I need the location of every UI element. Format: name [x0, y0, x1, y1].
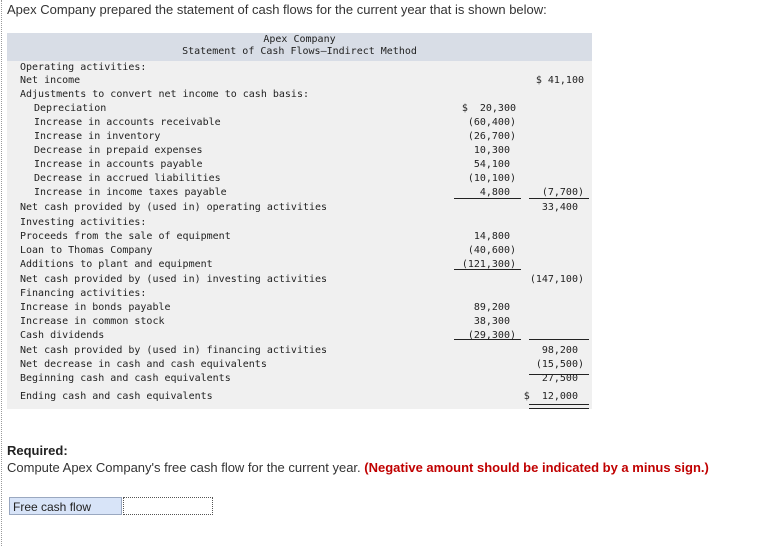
statement-row [7, 358, 592, 372]
row-label: Net decrease in cash and cash equivalents [20, 359, 267, 370]
row-label: Investing activities: [20, 217, 147, 228]
row-label: Beginning cash and cash equivalents [20, 373, 231, 384]
row-amount-detail: $ 20,300 [461, 103, 516, 114]
row-amount-total: (15,500) [535, 359, 584, 370]
row-label: Proceeds from the sale of equipment [20, 231, 231, 242]
row-amount-detail: (121,300) [461, 259, 516, 270]
statement-row [7, 216, 592, 230]
statement-row [7, 301, 592, 315]
row-label: Increase in income taxes payable [34, 187, 227, 198]
row-label: Net cash provided by (used in) investing activities [20, 274, 328, 285]
row-amount-detail: (29,300) [467, 330, 516, 341]
statement-row [7, 287, 592, 301]
statement-row [7, 230, 592, 244]
statement-row [7, 102, 592, 116]
statement-row [7, 172, 592, 186]
statement-row [7, 74, 592, 88]
row-amount-detail: 14,800 [473, 231, 516, 242]
row-label: Net income [20, 75, 81, 86]
row-label: Net cash provided by (used in) operating activities [20, 202, 328, 213]
row-label: Increase in inventory [34, 131, 161, 142]
statement-row [7, 88, 592, 102]
row-label: Operating activities: [20, 62, 147, 73]
row-amount-detail: 38,300 [473, 316, 516, 327]
statement-row [7, 244, 592, 258]
row-label: Depreciation [34, 103, 107, 114]
underline-adjustments [454, 198, 521, 199]
row-amount-detail: 54,100 [473, 159, 516, 170]
statement-row [7, 390, 592, 404]
instruction-note: (Negative amount should be indicated by a minus sign.) [364, 460, 709, 475]
statement-row [7, 344, 592, 358]
statement-row [7, 158, 592, 172]
statement-row [7, 315, 592, 329]
required-heading: Required: [7, 443, 68, 458]
row-label: Adjustments to convert net income to cash basis: [20, 89, 309, 100]
row-amount-total: 98,200 [541, 345, 584, 356]
row-label: Cash dividends [20, 330, 105, 341]
row-label: Decrease in accrued liabilities [34, 173, 221, 184]
statement-row [7, 329, 592, 343]
row-amount-detail: 4,800 [479, 187, 516, 198]
statement-row [7, 116, 592, 130]
row-label: Increase in accounts payable [34, 159, 203, 170]
row-amount-detail: (26,700) [467, 131, 516, 142]
row-label: Increase in bonds payable [20, 302, 171, 313]
company-name: Apex Company [263, 34, 336, 45]
instruction-text [7, 460, 709, 475]
free-cash-flow-input[interactable] [123, 497, 213, 515]
underline-investing [454, 269, 521, 270]
left-border-line [1, 0, 2, 546]
row-label: Ending cash and cash equivalents [20, 391, 213, 402]
statement-row [7, 372, 592, 386]
free-cash-flow-label: Free cash flow [9, 497, 122, 515]
row-amount-detail: 10,300 [473, 145, 516, 156]
underline-financing [454, 339, 521, 340]
row-label: Financing activities: [20, 288, 147, 299]
underline-beginning-cash [529, 374, 589, 375]
row-label: Additions to plant and equipment [20, 259, 213, 270]
row-amount-total: (7,700) [541, 187, 584, 198]
row-amount-total: $ 41,100 [535, 75, 584, 86]
row-label: Decrease in prepaid expenses [34, 145, 203, 156]
underline-operating [529, 198, 589, 199]
cash-flow-statement [7, 33, 592, 409]
row-amount-detail: (40,600) [467, 245, 516, 256]
row-label: Loan to Thomas Company [20, 245, 153, 256]
statement-row [7, 201, 592, 215]
row-amount-detail: (60,400) [467, 117, 516, 128]
instruction-main: Compute Apex Company's free cash flow for the current year. [7, 460, 361, 475]
underline-financing-total [529, 339, 589, 340]
row-label: Increase in accounts receivable [34, 117, 221, 128]
row-amount-detail: (10,100) [467, 173, 516, 184]
row-label: Net cash provided by (used in) financing activities [20, 345, 328, 356]
double-underline-ending-cash [529, 404, 589, 409]
statement-row [7, 130, 592, 144]
intro-text: Apex Company prepared the statement of cash flows for the current year that is shown below: [7, 2, 547, 17]
statement-row [7, 273, 592, 287]
row-amount-total: 27,500 [541, 373, 584, 384]
statement-row [7, 144, 592, 158]
row-amount-detail: 89,200 [473, 302, 516, 313]
row-amount-total: 33,400 [541, 202, 584, 213]
statement-header [7, 33, 592, 61]
row-label: Increase in common stock [20, 316, 165, 327]
statement-title: Statement of Cash Flows—Indirect Method [182, 46, 417, 57]
row-amount-total: (147,100) [529, 274, 584, 285]
row-amount-total: $ 12,000 [523, 391, 584, 402]
statement-row [7, 61, 592, 75]
